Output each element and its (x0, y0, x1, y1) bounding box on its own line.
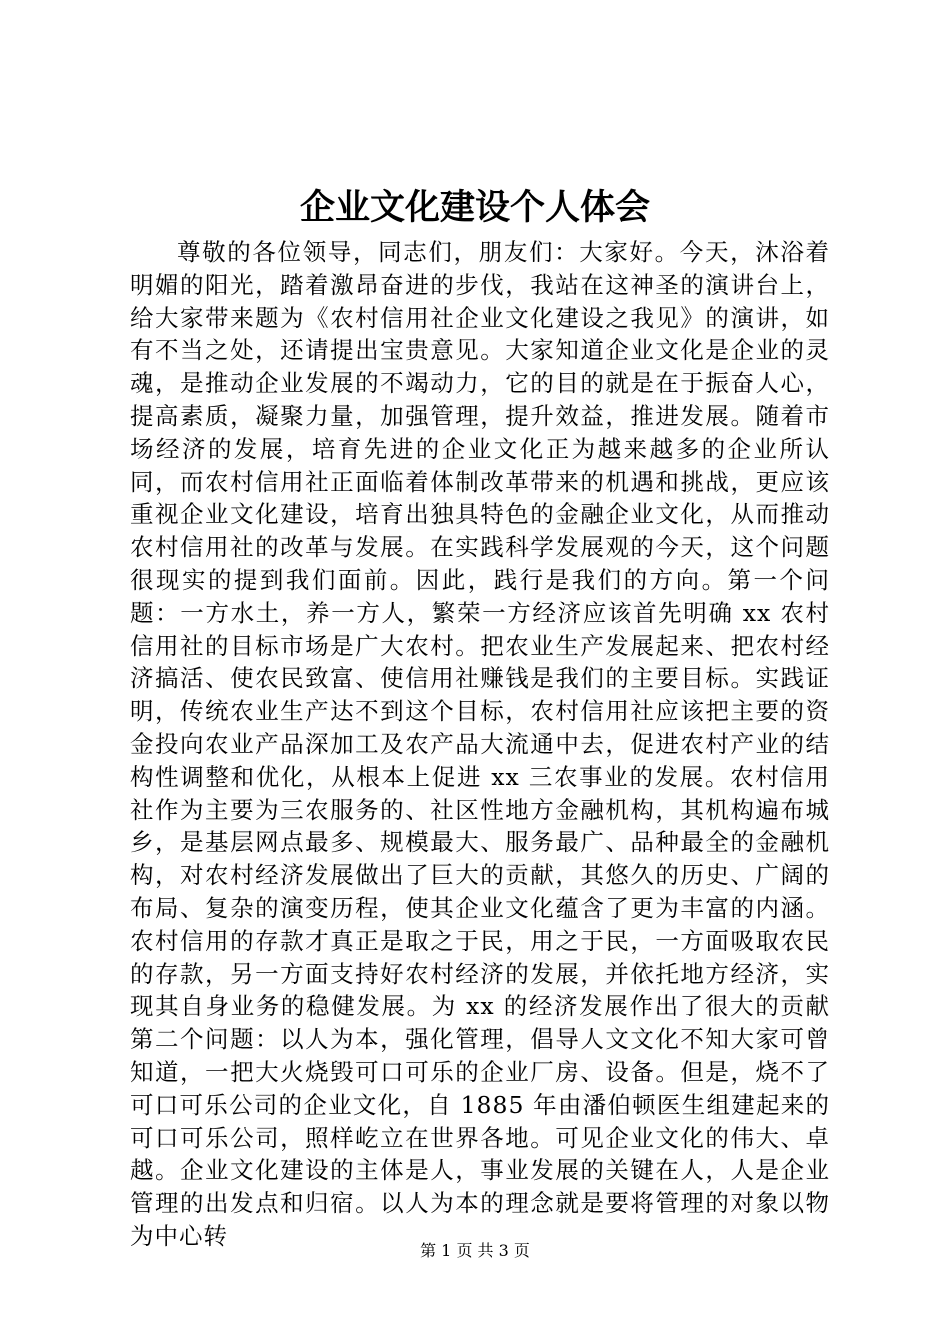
document-title: 企业文化建设个人体会 (299, 187, 650, 228)
document-body: 尊敬的各位领导，同志们，朋友们：大家好。今天，沐浴着明媚的阳光，踏着激昂奋进的步伐，我站在这神圣的演讲台上，给大家带来题为《农村信用社企业文化建设之我见》的演讲，如有不当之处，还请提出宝贵意见。大家知道企业文化是企业的灵魂，是推动企业发展的不竭动力，它的目的就是在于振奋人心，提高素质，凝聚力量，加强管理，提升效益，推进发展。随着市场经济的发展，培育先进的企业文化正为越来越多的企业所认同，而农村信用社正面临着体制改革带来的机遇和挑战，更应该重视企业文化建设，培育出独具特色的金融企业文化，从而推动农村信用社的改革与发展。在实践科学发展观的今天，这个问题很现实的提到我们面前。因此，践行是我们的方向。第一个问题：一方水土，养一方人，繁荣一方经济应该首先明确 xx 农村信用社的目标市场是广大农村。把农业生产发展起来、把农村经济搞活、使农民致富、使信用社赚钱是我们的主要目标。实践证明，传统农业生产达不到这个目标，农村信用社应该把主要的资金投向农业产品深加工及农产品大流通中去，促进农村产业的结构性调整和优化，从根本上促进 xx 三农事业的发展。农村信用社作为主要为三农服务的、社区性地方金融机构，其机构遍布城乡，是基层网点最多、规模最大、服务最广、品种最全的金融机构，对农村经济发展做出了巨大的贡献，其悠久的历史、广阔的布局、复杂的演变历程，使其企业文化蕴含了更为丰富的内涵。农村信用的存款才真正是取之于民，用之于民，一方面吸取农民的存款，另一方面支持好农村经济的发展，并依托地方经济，实现其自身业务的稳健发展。为 xx 的经济发展作出了很大的贡献第二个问题：以人为本，强化管理，倡导人文文化不知大家可曾知道，一把大火烧毁可口可乐的企业厂房、设备。但是，烧不了可口可乐公司的企业文化，自 1885 年由潘伯顿医生组建起来的可口可乐公司，照样屹立在世界各地。可见企业文化的伟大、卓越。企业文化建设的主体是人，事业发展的关键在人，人是企业管理的出发点和归宿。以人为本的理念就是要将管理的对象以物为中心转 (130, 238, 830, 1250)
page-footer: 第 1 页 共 3 页 (420, 1241, 530, 1260)
